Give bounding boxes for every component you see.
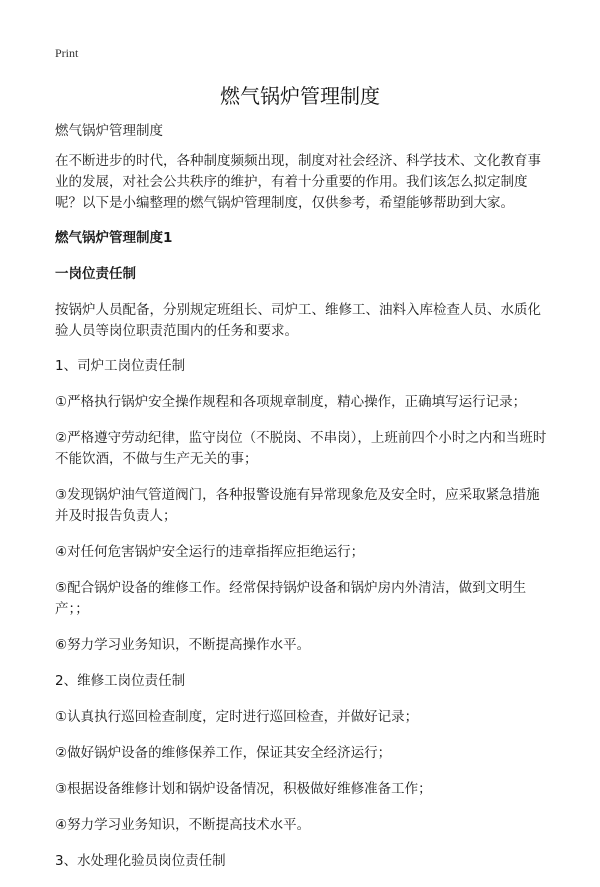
stoker-item: ⑥努力学习业务知识，不断提高操作水平。 [55, 637, 311, 653]
maintenance-heading: 2、维修工岗位责任制 [55, 673, 186, 689]
maintenance-item: ③根据设备维修计划和锅炉设备情况，积极做好维修准备工作； [55, 781, 432, 797]
section-heading: 燃气锅炉管理制度1 [55, 230, 173, 246]
document-title: 燃气锅炉管理制度 [220, 84, 380, 108]
water-treatment-heading: 3、水处理化验员岗位责任制 [55, 853, 226, 869]
stoker-item: ④对任何危害锅炉安全运行的违章指挥应拒绝运行； [55, 544, 365, 560]
stoker-item: ⑤配合锅炉设备的维修工作。经常保持锅炉设备和锅炉房内外清洁，做到文明生产；； [55, 580, 527, 617]
section-subheading: 一岗位责任制 [55, 266, 136, 282]
stoker-item: ③发现锅炉油气管道阀门，各种报警设施有异常现象危及安全时，应采取紧急措施并及时报告负责人； [55, 487, 540, 524]
maintenance-item: ①认真执行巡回检查制度，定时进行巡回检查，并做好记录； [55, 709, 419, 725]
intro-paragraph: 在不断进步的时代，各种制度频频出现，制度对社会经济、科学技术、文化教育事业的发展，对社会公共秩序的维护，有着十分重要的作用。我们该怎么拟定制度呢？以下是小编整理的燃气锅炉管理制度，仅供参考，希望能够帮助到大家。 [55, 153, 541, 211]
stoker-item: ②严格遵守劳动纪律，监守岗位（不脱岗、不串岗），上班前四个小时之内和当班时不能饮酒，不做与生产无关的事； [55, 430, 547, 467]
stoker-item: ①严格执行锅炉安全操作规程和各项规章制度，精心操作，正确填写运行记录； [55, 394, 527, 410]
print-label: Print [55, 46, 79, 60]
section-description: 按锅炉人员配备，分别规定班组长、司炉工、维修工、油料入库检查人员、水质化验人员等岗位职责范围内的任务和要求。 [55, 302, 541, 339]
stoker-heading: 1、司炉工岗位责任制 [55, 358, 186, 374]
maintenance-item: ④努力学习业务知识，不断提高技术水平。 [55, 817, 311, 833]
document-subtitle: 燃气锅炉管理制度 [55, 123, 163, 139]
document-body [55, 121, 548, 887]
maintenance-item: ②做好锅炉设备的维修保养工作，保证其安全经济运行； [55, 745, 392, 761]
